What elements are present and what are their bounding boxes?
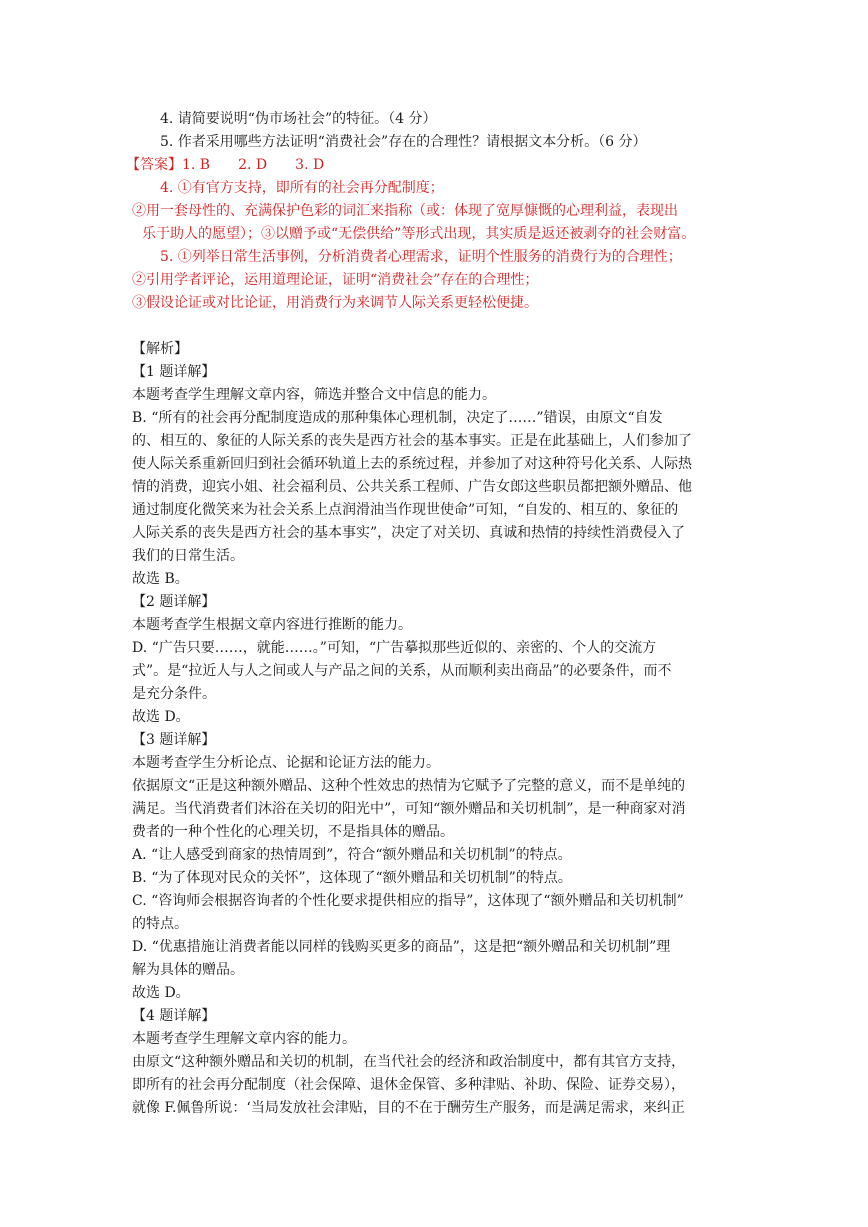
q4-line: 就像 F.佩鲁所说：‘当局发放社会津贴，目的不在于酬劳生产服务，而是满足需求，来纠正 — [132, 1100, 685, 1116]
q4-heading: 【4 题详解】 — [132, 1008, 216, 1024]
question-5: 5. 作者采用哪些方法证明“消费社会”存在的合理性？请根据文本分析。（6 分） — [160, 134, 647, 150]
answer-mc-1: 1. B — [182, 157, 211, 173]
q3-line: B. “为了体现对民众的关怀”，这体现了“额外赠品和关切机制”的特点。 — [132, 870, 572, 886]
document-content — [126, 108, 742, 1120]
q3-line: D. “优惠措施让消费者能以同样的钱购买更多的商品”，这是把“额外赠品和关切机制”理 — [132, 939, 671, 955]
q3-heading: 【3 题详解】 — [132, 732, 216, 748]
answer-5-line-3: ③假设论证或对比论证，用消费行为来调节人际关系更轻松便捷。 — [132, 295, 538, 311]
q1-line: 使人际关系重新回归到社会循环轨道上去的系统过程，并参加了对这种符号化关系、人际热 — [132, 456, 692, 472]
answer-4-line-1: 4. ①有官方支持，即所有的社会再分配制度； — [160, 180, 444, 196]
q1-line: 的、相互的、象征的人际关系的丧失是西方社会的基本事实。正是在此基础上，人们参加了 — [132, 433, 692, 449]
answer-4-line-2: ②用一套母性的、充满保护色彩的词汇来指称（或：体现了宽厚慷慨的心理利益，表现出 — [132, 203, 678, 219]
answer-4-line-3: 乐于助人的愿望）；③以赠予或“无偿供给”等形式出现，其实质是返还被剥夺的社会财富。 — [142, 226, 696, 242]
q4-line: 即所有的社会再分配制度（社会保障、退休金保管、多种津贴、补助、保险、证券交易）， — [132, 1077, 685, 1093]
q3-line: 故选 D。 — [132, 985, 190, 1001]
q4-line: 本题考查学生理解文章内容的能力。 — [132, 1031, 356, 1047]
q4-line: 由原文“这种额外赠品和关切的机制，在当代社会的经济和政治制度中，都有其官方支持， — [132, 1054, 686, 1070]
analysis-label: 【解析】 — [132, 341, 188, 357]
q2-line: D. “广告只要……，就能……。”可知，“广告摹拟那些近似的、亲密的、个人的交流方 — [132, 640, 657, 656]
q1-line: 我们的日常生活。 — [132, 548, 244, 564]
answer-5-line-2: ②引用学者评论，运用道理论证，证明“消费社会”存在的合理性； — [132, 272, 539, 288]
q3-line: 满足。当代消费者们沐浴在关切的阳光中”，可知“额外赠品和关切机制”，是一种商家对消 — [132, 801, 686, 817]
q1-line: 人际关系的丧失是西方社会的基本事实”，决定了对关切、真诚和热情的持续性消费侵入了 — [132, 525, 686, 541]
q3-line: A. “让人感受到商家的热情周到”，符合“额外赠品和关切机制”的特点。 — [132, 847, 572, 863]
q1-heading: 【1 题详解】 — [132, 364, 216, 380]
q3-line: 费者的一种个性化的心理关切，不是指具体的赠品。 — [132, 824, 454, 840]
q2-line: 是充分条件。 — [132, 686, 216, 702]
q1-line: 情的消费，迎宾小姐、社会福利员、公共关系工程师、广告女郎这些职员都把额外赠品、他 — [132, 479, 692, 495]
q2-line: 式”。是“拉近人与人之间或人与产品之间的关系，从而顺利卖出商品”的必要条件，而不 — [132, 663, 672, 679]
q3-line: 本题考查学生分析论点、论据和论证方法的能力。 — [132, 755, 440, 771]
q3-line: C. “咨询师会根据咨询者的个性化要求提供相应的指导”，这体现了“额外赠品和关切机制” — [132, 893, 684, 909]
q1-line: 通过制度化微笑来为社会关系上点润滑油当作现世使命”可知，“自发的、相互的、象征的 — [132, 502, 679, 518]
answer-5-line-1: 5. ①列举日常生活事例，分析消费者心理需求，证明个性服务的消费行为的合理性； — [160, 249, 682, 265]
q2-line: 本题考查学生根据文章内容进行推断的能力。 — [132, 617, 412, 633]
answer-label: 【答案】 — [126, 157, 182, 173]
answer-mc-2: 2. D — [238, 157, 268, 173]
answer-mc-3: 3. D — [295, 157, 325, 173]
question-4: 4. 请简要说明“伪市场社会”的特征。（4 分） — [160, 111, 437, 127]
q3-line: 依据原文“正是这种额外赠品、这种个性效忠的热情为它赋予了完整的意义，而不是单纯的 — [132, 778, 686, 794]
q2-line: 故选 D。 — [132, 709, 190, 725]
q1-line: 故选 B。 — [132, 571, 189, 587]
answer-mc-line — [126, 154, 742, 177]
q3-line: 的特点。 — [132, 916, 188, 932]
q2-heading: 【2 题详解】 — [132, 594, 216, 610]
q3-line: 解为具体的赠品。 — [132, 962, 244, 978]
q1-line: B. “所有的社会再分配制度造成的那种集体心理机制，决定了……”错误，由原文“自发 — [132, 410, 663, 426]
q1-line: 本题考查学生理解文章内容，筛选并整合文中信息的能力。 — [132, 387, 496, 403]
section-gap — [132, 315, 742, 338]
